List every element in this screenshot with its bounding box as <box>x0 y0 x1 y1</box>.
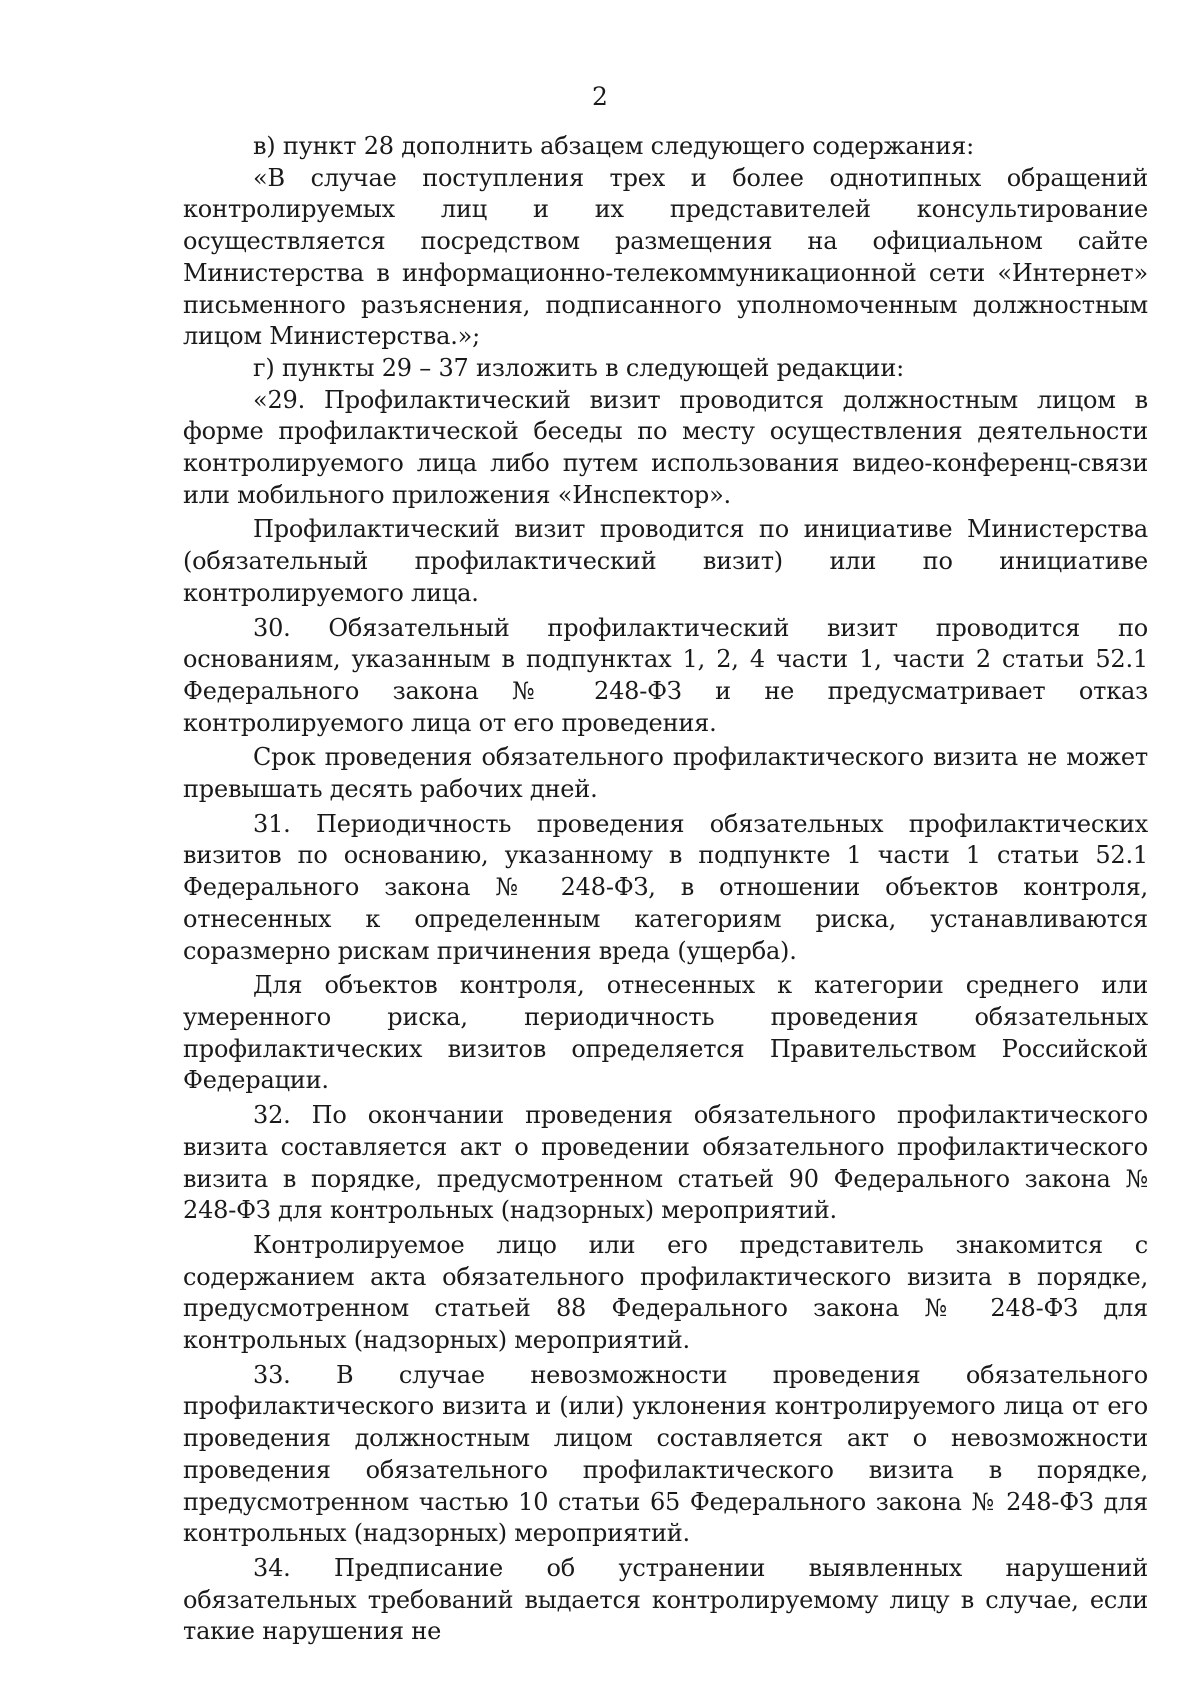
paragraph-30: 30. Обязательный профилактический визит проводится по основаниям, указанным в подпунктах 1, 2, 4 части 1, части 2 статьи 52.1 Федерального закона № 248-ФЗ и не предусматривает отказ контролируемого лица от его проведения. <box>183 613 1148 737</box>
paragraph-consultation: «В случае поступления трех и более однотипных обращений контролируемых лиц и их представителей консультирование осуществляется посредством размещения на официальном сайте Министерства в информационно-телекоммуникационной сети «Интернет» письменного разъяснения, подписанного уполномоченным должностным лицом Министерства.»; <box>183 163 1148 351</box>
paragraph-34: 34. Предписание об устранении выявленных нарушений обязательных требований выдается контролируемому лицу в случае, если такие нарушения не <box>183 1553 1148 1646</box>
paragraph-32-familiarization: Контролируемое лицо или его представитель знакомится с содержанием акта обязательного профилактического визита в порядке, предусмотренном статьей 88 Федерального закона № 248-ФЗ для контрольных (надзорных) мероприятий. <box>183 1230 1148 1355</box>
document-body <box>183 131 1148 1648</box>
paragraph-29-initiative: Профилактический визит проводится по инициативе Министерства (обязательный профилактический визит) или по инициативе контролируемого лица. <box>183 515 1148 607</box>
page-number: 2 <box>592 82 608 111</box>
paragraph-amendment-v: в) пункт 28 дополнить абзацем следующего содержания: <box>253 132 974 160</box>
paragraph-32: 32. По окончании проведения обязательного профилактического визита составляется акт о проведении обязательного профилактического визита в порядке, предусмотренном статьей 90 Федерального закона № 248-ФЗ для контрольных (надзорных) мероприятий. <box>183 1101 1148 1225</box>
paragraph-31: 31. Периодичность проведения обязательных профилактических визитов по основанию, указанному в подпункте 1 части 1 статьи 52.1 Федерального закона № 248-ФЗ, в отношении объектов контроля, отнесенных к определенным категориям риска, устанавливаются соразмерно рискам причинения вреда (ущерба). <box>183 809 1148 965</box>
paragraph-31-medium-risk: Для объектов контроля, отнесенных к категории среднего или умеренного риска, периодичность проведения обязательных профилактических визитов определяется Правительством Российской Федерации. <box>183 971 1148 1095</box>
paragraph-amendment-g: г) пункты 29 – 37 изложить в следующей редакции: <box>253 353 905 382</box>
paragraph-33: 33. В случае невозможности проведения обязательного профилактического визита и (или) уклонения контролируемого лица от его проведения должностным лицом составляется акт о невозможности проведения обязательного профилактического визита в порядке, предусмотренном частью 10 статьи 65 Федерального закона № 248-ФЗ для контрольных (надзорных) мероприятий. <box>183 1360 1148 1548</box>
paragraph-30-term: Срок проведения обязательного профилактического визита не может превышать десять рабочих дней. <box>183 743 1148 804</box>
paragraph-29: «29. Профилактический визит проводится должностным лицом в форме профилактической беседы по месту осуществления деятельности контролируемого лица либо путем использования видео-конференц-связи или мобильного приложения «Инспектор». <box>183 385 1148 509</box>
